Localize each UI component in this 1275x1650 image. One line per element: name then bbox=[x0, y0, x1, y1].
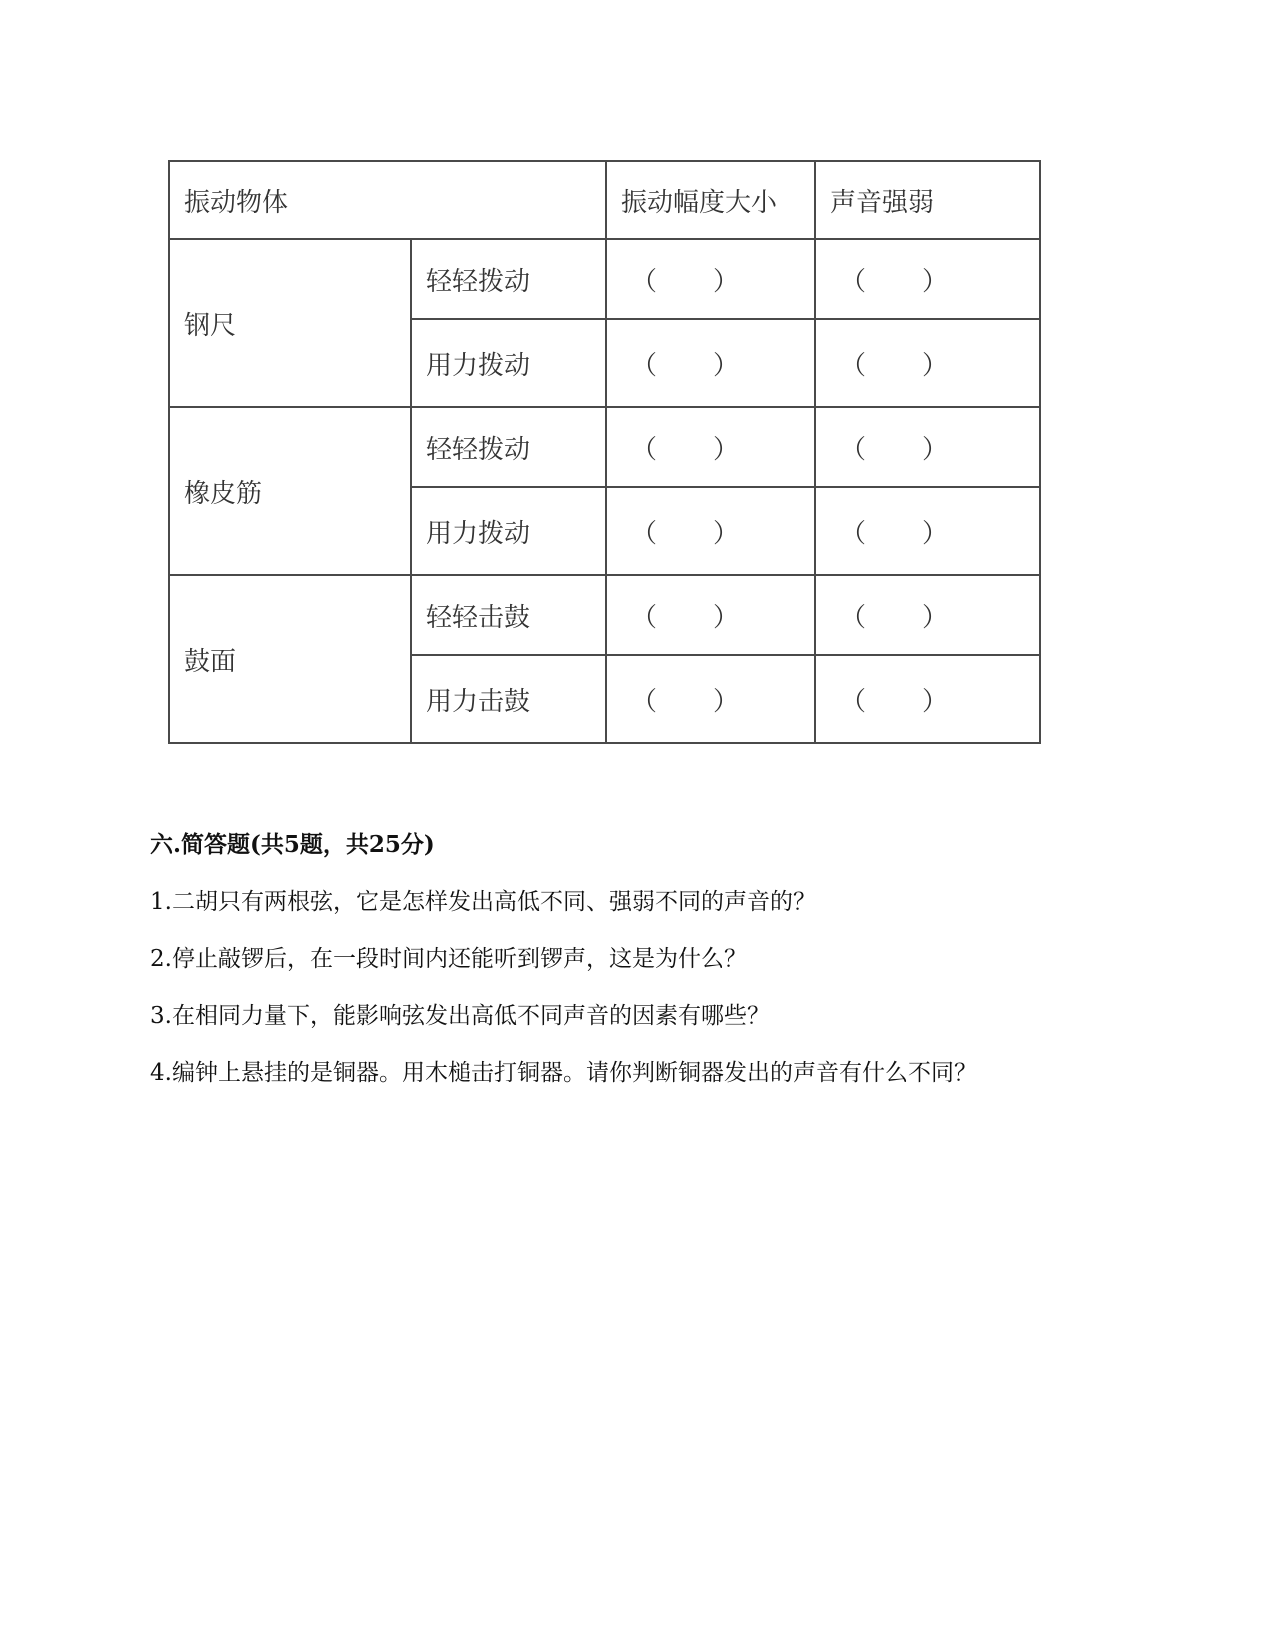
open-paren: （ bbox=[631, 266, 658, 297]
action-cell: 用力拨动 bbox=[411, 487, 606, 575]
table-row bbox=[169, 407, 1040, 487]
header-vibrating-object: 振动物体 bbox=[169, 161, 606, 239]
answer-blank-sound[interactable] bbox=[815, 319, 1040, 407]
close-paren: ） bbox=[712, 686, 739, 717]
close-paren: ） bbox=[712, 266, 739, 297]
table-row bbox=[169, 239, 1040, 319]
open-paren: （ bbox=[631, 350, 658, 381]
close-paren: ） bbox=[712, 350, 739, 381]
action-cell: 轻轻拨动 bbox=[411, 407, 606, 487]
answer-blank-sound[interactable] bbox=[815, 575, 1040, 655]
question-item: 2.停止敲锣后，在一段时间内还能听到锣声，这是为什么？ bbox=[150, 946, 747, 972]
action-cell: 用力拨动 bbox=[411, 319, 606, 407]
question-item: 4.编钟上悬挂的是铜器。用木槌击打铜器。请你判断铜器发出的声音有什么不同？ bbox=[150, 1060, 977, 1086]
question-item: 1.二胡只有两根弦，它是怎样发出高低不同、强弱不同的声音的？ bbox=[150, 889, 816, 915]
open-paren: （ bbox=[840, 434, 867, 465]
close-paren: ） bbox=[712, 434, 739, 465]
answer-blank-amplitude[interactable] bbox=[606, 407, 815, 487]
close-paren: ） bbox=[921, 686, 948, 717]
object-cell: 钢尺 bbox=[169, 239, 411, 407]
action-cell: 用力击鼓 bbox=[411, 655, 606, 743]
close-paren: ） bbox=[921, 434, 948, 465]
answer-blank-sound[interactable] bbox=[815, 487, 1040, 575]
close-paren: ） bbox=[921, 602, 948, 633]
close-paren: ） bbox=[712, 518, 739, 549]
open-paren: （ bbox=[631, 602, 658, 633]
answer-blank-sound[interactable] bbox=[815, 239, 1040, 319]
answer-blank-amplitude[interactable] bbox=[606, 319, 815, 407]
open-paren: （ bbox=[631, 686, 658, 717]
close-paren: ） bbox=[921, 350, 948, 381]
experiment-table bbox=[168, 160, 1041, 744]
open-paren: （ bbox=[840, 602, 867, 633]
open-paren: （ bbox=[840, 266, 867, 297]
answer-blank-amplitude[interactable] bbox=[606, 655, 815, 743]
header-sound-strength: 声音强弱 bbox=[815, 161, 1040, 239]
header-amplitude: 振动幅度大小 bbox=[606, 161, 815, 239]
close-paren: ） bbox=[921, 266, 948, 297]
object-cell: 鼓面 bbox=[169, 575, 411, 743]
object-cell: 橡皮筋 bbox=[169, 407, 411, 575]
question-item: 3.在相同力量下，能影响弦发出高低不同声音的因素有哪些？ bbox=[150, 1003, 770, 1029]
table-row bbox=[169, 575, 1040, 655]
action-cell: 轻轻拨动 bbox=[411, 239, 606, 319]
answer-blank-sound[interactable] bbox=[815, 407, 1040, 487]
action-cell: 轻轻击鼓 bbox=[411, 575, 606, 655]
open-paren: （ bbox=[840, 686, 867, 717]
open-paren: （ bbox=[840, 350, 867, 381]
close-paren: ） bbox=[921, 518, 948, 549]
open-paren: （ bbox=[631, 434, 658, 465]
answer-blank-amplitude[interactable] bbox=[606, 575, 815, 655]
answer-blank-sound[interactable] bbox=[815, 655, 1040, 743]
answer-blank-amplitude[interactable] bbox=[606, 487, 815, 575]
answer-blank-amplitude[interactable] bbox=[606, 239, 815, 319]
table-header-row bbox=[169, 161, 1040, 239]
section-title: 六.简答题(共5题，共25分) bbox=[150, 831, 435, 858]
open-paren: （ bbox=[631, 518, 658, 549]
open-paren: （ bbox=[840, 518, 867, 549]
close-paren: ） bbox=[712, 602, 739, 633]
